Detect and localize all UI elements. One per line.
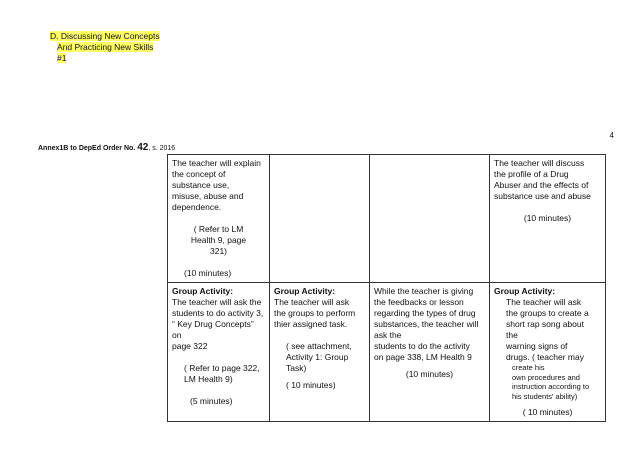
cell-text: on page 338, LM Health 9 bbox=[374, 352, 472, 362]
time-allotment: (5 minutes) bbox=[190, 396, 233, 406]
section-heading bbox=[50, 31, 168, 64]
cell-note: create his bbox=[512, 363, 545, 372]
cell-text: The teacher will discuss bbox=[494, 158, 585, 168]
table-cell bbox=[270, 155, 370, 283]
table-cell bbox=[490, 155, 606, 283]
cell-text: students to do the activity bbox=[374, 341, 470, 351]
cell-text: the groups to perform bbox=[274, 308, 356, 318]
cell-text: While the teacher is giving bbox=[374, 286, 474, 296]
cell-text: The teacher will ask bbox=[506, 297, 582, 307]
table-cell bbox=[370, 283, 490, 422]
reference-text: Health 9, page bbox=[190, 235, 247, 245]
activity-title: Group Activity: bbox=[274, 286, 336, 296]
cell-text: misuse, abuse and bbox=[172, 191, 244, 201]
table-cell bbox=[270, 283, 370, 422]
reference-text: LM Health 9) bbox=[184, 374, 233, 384]
table-row bbox=[168, 283, 606, 422]
cell-text: the feedbacks or lesson bbox=[374, 297, 464, 307]
cell-note: own procedures and bbox=[512, 372, 580, 382]
table-cell bbox=[490, 283, 606, 422]
cell-text: The teacher will ask the bbox=[172, 297, 262, 307]
cell-text: short rap song about bbox=[506, 319, 584, 329]
cell-text: the profile of a Drug bbox=[494, 169, 569, 179]
reference-text: Task) bbox=[286, 363, 307, 373]
cell-text: drugs. ( teacher may bbox=[506, 352, 584, 362]
cell-text: “ Key Drug Concepts” on bbox=[172, 319, 254, 340]
cell-text: warning signs of bbox=[506, 341, 568, 351]
table-cell bbox=[370, 155, 490, 283]
cell-text: substances, the teacher will bbox=[374, 319, 479, 329]
time-allotment: (10 minutes) bbox=[184, 268, 232, 278]
annex-number: 42 bbox=[137, 142, 149, 153]
cell-text: the bbox=[506, 330, 518, 340]
cell-text: Abuser and the effects of bbox=[494, 180, 589, 190]
cell-text: the concept of bbox=[172, 169, 226, 179]
cell-text: ask the bbox=[374, 330, 402, 340]
activity-title: Group Activity: bbox=[172, 286, 234, 296]
table-row bbox=[168, 155, 606, 283]
reference-text: 321) bbox=[209, 246, 227, 256]
page-number: 4 bbox=[609, 131, 614, 140]
cell-text: students to do activity 3, bbox=[172, 308, 264, 318]
cell-text: regarding the types of drug bbox=[374, 308, 476, 318]
table-cell bbox=[168, 155, 270, 283]
activity-title: Group Activity: bbox=[494, 286, 556, 296]
cell-text: substance use and abuse bbox=[494, 191, 591, 201]
reference-text: ( Refer to LM bbox=[193, 224, 244, 234]
table-cell bbox=[168, 283, 270, 422]
time-allotment: ( 10 minutes) bbox=[522, 407, 573, 417]
reference-text: ( Refer to page 322, bbox=[184, 363, 260, 373]
cell-note: his students' ability) bbox=[512, 391, 578, 401]
time-allotment: (10 minutes) bbox=[405, 369, 454, 379]
time-allotment: (10 minutes) bbox=[523, 213, 572, 223]
cell-text: The teacher will explain bbox=[172, 158, 261, 168]
cell-text: page 322 bbox=[172, 341, 208, 351]
reference-text: ( see attachment, bbox=[286, 341, 352, 351]
reference-text: Activity 1: Group bbox=[286, 352, 349, 362]
annex-prefix: Annex1B to DepEd Order No. bbox=[38, 145, 136, 152]
heading-line-3: #1 bbox=[57, 53, 67, 63]
cell-text: substance use, bbox=[172, 180, 230, 190]
time-allotment: ( 10 minutes) bbox=[286, 380, 336, 390]
lesson-plan-table bbox=[167, 154, 606, 422]
cell-note: instruction according to bbox=[512, 382, 590, 391]
heading-line-2: And Practicing New Skills bbox=[57, 42, 154, 52]
annex-suffix: , s. 2016 bbox=[148, 145, 176, 152]
cell-text: the groups to create a bbox=[506, 308, 589, 318]
heading-line-1: D. Discussing New Concepts bbox=[50, 31, 160, 41]
cell-text: thier assigned task. bbox=[274, 319, 348, 329]
cell-text: dependence. bbox=[172, 202, 222, 212]
cell-text: The teacher will ask bbox=[274, 297, 350, 307]
annex-reference bbox=[38, 142, 175, 153]
